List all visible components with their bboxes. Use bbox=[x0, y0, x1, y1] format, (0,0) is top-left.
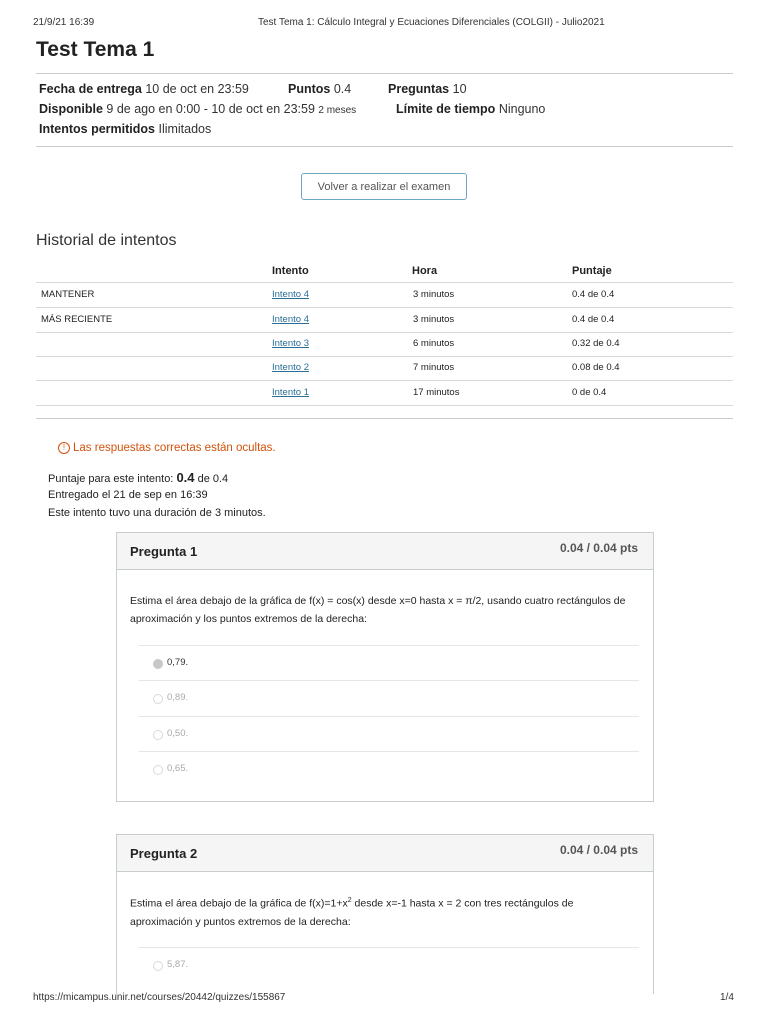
header-attempt: Intento bbox=[272, 265, 309, 277]
due-label: Fecha de entrega bbox=[39, 82, 142, 96]
attempts-label: Intentos permitidos bbox=[39, 122, 155, 136]
radio-button[interactable] bbox=[153, 730, 163, 740]
attempts-value: Ilimitados bbox=[158, 122, 212, 136]
attempt-time: 17 minutos bbox=[413, 387, 460, 398]
attempt-link[interactable]: Intento 4 bbox=[272, 289, 309, 300]
available-extra: 2 meses bbox=[318, 105, 357, 116]
time-limit-value: Ninguno bbox=[498, 102, 546, 116]
divider bbox=[36, 418, 733, 419]
answer-option[interactable] bbox=[139, 947, 639, 983]
points bbox=[288, 82, 351, 96]
attempt-score: 0.32 de 0.4 bbox=[572, 338, 620, 349]
print-doc-title: Test Tema 1: Cálculo Integral y Ecuaciones Diferenciales (COLGII) - Julio2021 bbox=[258, 17, 605, 28]
due-date bbox=[39, 82, 249, 96]
header-score: Puntaje bbox=[572, 265, 612, 277]
attempt-time: 3 minutos bbox=[413, 289, 455, 300]
hidden-answers-warning bbox=[58, 442, 276, 454]
available-label: Disponible bbox=[39, 102, 103, 116]
table-row bbox=[36, 332, 733, 357]
radio-button[interactable] bbox=[153, 694, 163, 704]
question-card bbox=[116, 532, 654, 802]
radio-button[interactable] bbox=[153, 961, 163, 971]
question-points: 0.04 / 0.04 pts bbox=[559, 541, 638, 555]
question-title: Pregunta 1 bbox=[130, 544, 198, 559]
answer-option[interactable] bbox=[139, 716, 639, 752]
attempt-score-line bbox=[48, 470, 228, 485]
attempt-link[interactable]: Intento 3 bbox=[272, 338, 309, 349]
print-datetime: 21/9/21 16:39 bbox=[33, 17, 95, 28]
available bbox=[39, 102, 356, 116]
warning-text: Las respuestas correctas están ocultas. bbox=[73, 442, 276, 454]
attempt-link[interactable]: Intento 2 bbox=[272, 362, 309, 373]
radio-button[interactable] bbox=[153, 659, 163, 669]
question-points: 0.04 / 0.04 pts bbox=[559, 843, 638, 857]
table-row bbox=[36, 356, 733, 381]
print-page-number: 1/4 bbox=[720, 992, 734, 1003]
row-tag: MÁS RECIENTE bbox=[41, 314, 113, 325]
question-title: Pregunta 2 bbox=[130, 846, 198, 861]
available-value: 9 de ago en 0:00 - 10 de oct en 23:59 bbox=[106, 102, 315, 116]
question-text: Estima el área debajo de la gráfica de f(x) = cos(x) desde x=0 hasta x = π/2, usando cuatro rectángulos de aproximación y los puntos extremos de la derecha: bbox=[130, 595, 626, 625]
page-title: Test Tema 1 bbox=[36, 38, 155, 61]
attempt-time: 3 minutos bbox=[413, 314, 455, 325]
submitted-line: Entregado el 21 de sep en 16:39 bbox=[48, 489, 208, 501]
questions-value: 10 bbox=[452, 82, 467, 96]
score-value: 0.4 bbox=[176, 470, 195, 485]
exclamation-circle-icon: ! bbox=[58, 442, 70, 454]
answer-option[interactable] bbox=[139, 680, 639, 716]
radio-button[interactable] bbox=[153, 765, 163, 775]
attempt-score: 0.4 de 0.4 bbox=[572, 314, 615, 325]
divider bbox=[36, 73, 733, 74]
due-value: 10 de oct en 23:59 bbox=[145, 82, 249, 96]
answer-label: 5,87. bbox=[167, 959, 189, 970]
divider bbox=[36, 146, 733, 147]
questions-label: Preguntas bbox=[388, 82, 450, 96]
questions-count bbox=[388, 82, 467, 96]
score-prefix: Puntaje para este intento: bbox=[48, 473, 174, 485]
score-suffix: de 0.4 bbox=[197, 473, 229, 485]
table-row bbox=[36, 308, 733, 333]
attempt-link[interactable]: Intento 4 bbox=[272, 314, 309, 325]
attempt-time: 7 minutos bbox=[413, 362, 455, 373]
superscript: 2 bbox=[347, 897, 352, 904]
table-row bbox=[36, 381, 733, 406]
question-header bbox=[117, 835, 653, 872]
attempt-link[interactable]: Intento 1 bbox=[272, 387, 309, 398]
question-card bbox=[116, 834, 654, 994]
answer-label: 0,50. bbox=[167, 728, 189, 739]
attempt-time: 6 minutos bbox=[413, 338, 455, 349]
question-text bbox=[130, 892, 630, 931]
answer-label: 0,89. bbox=[167, 692, 189, 703]
answer-option[interactable] bbox=[139, 751, 639, 787]
table-row bbox=[36, 283, 733, 308]
attempt-score: 0.08 de 0.4 bbox=[572, 362, 620, 373]
row-tag: MANTENER bbox=[41, 289, 95, 300]
question-header bbox=[117, 533, 653, 570]
points-value: 0.4 bbox=[333, 82, 352, 96]
time-limit-label: Límite de tiempo bbox=[396, 102, 496, 116]
answer-label: 0,65. bbox=[167, 763, 189, 774]
question-text-part: desde x=-1 hasta x = 2 con tres rectángulos de aproximación y puntos extremos de la derecha: bbox=[130, 897, 574, 928]
attempts-allowed bbox=[39, 122, 211, 136]
retake-quiz-button[interactable]: Volver a realizar el examen bbox=[301, 173, 467, 200]
points-label: Puntos bbox=[288, 82, 331, 96]
history-title: Historial de intentos bbox=[36, 232, 177, 249]
header-time: Hora bbox=[412, 265, 438, 277]
print-url: https://micampus.unir.net/courses/20442/quizzes/155867 bbox=[33, 992, 286, 1003]
attempt-score: 0 de 0.4 bbox=[572, 387, 607, 398]
time-limit bbox=[396, 102, 545, 116]
duration-line: Este intento tuvo una duración de 3 minutos. bbox=[48, 507, 266, 519]
answer-option[interactable] bbox=[139, 645, 639, 681]
question-text-part: Estima el área debajo de la gráfica de f(x)=1+x bbox=[130, 897, 348, 910]
answer-label: 0,79. bbox=[167, 657, 189, 668]
attempt-score: 0.4 de 0.4 bbox=[572, 289, 615, 300]
